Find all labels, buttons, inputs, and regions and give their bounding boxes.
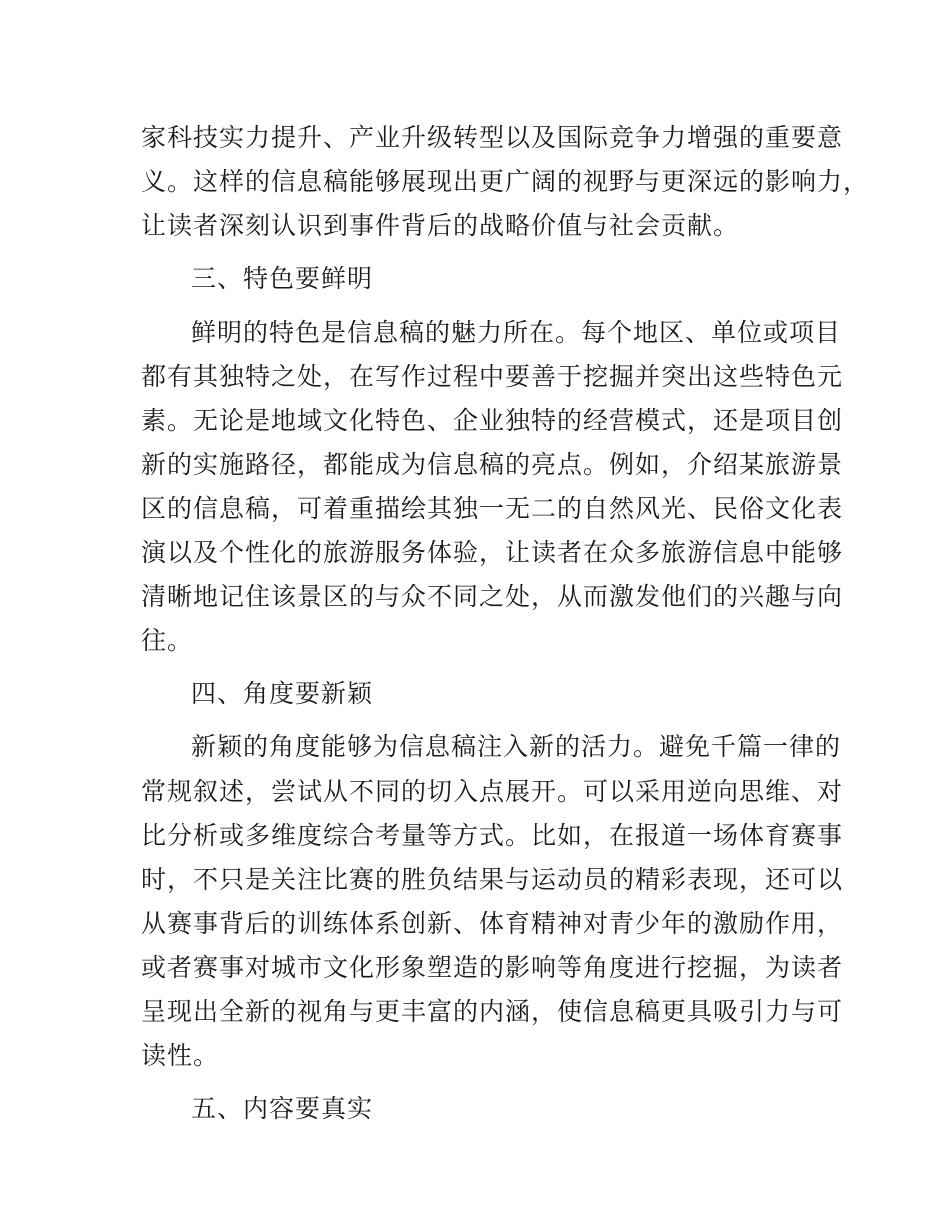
section-heading-3: 三、特色要鲜明 [191, 264, 374, 293]
body-text-line: 往。 [141, 626, 194, 655]
body-text-line: 常规叙述，尝试从不同的切入点展开。可以采用逆向思维、对 [141, 777, 844, 806]
body-text-line: 区的信息稿，可着重描绘其独一无二的自然风光、民俗文化表 [141, 494, 844, 523]
body-text-line: 都有其独特之处，在写作过程中要善于挖掘并突出这些特色元 [141, 362, 844, 391]
body-text-line: 呈现出全新的视角与更丰富的内涵，使信息稿更具吸引力与可 [141, 997, 844, 1026]
body-text-line: 义。这样的信息稿能够展现出更广阔的视野与更深远的影响力， [141, 167, 870, 196]
body-text-line: 时，不只是关注比赛的胜负结果与运动员的精彩表现，还可以 [141, 865, 844, 894]
body-text-line: 新的实施路径，都能成为信息稿的亮点。例如，介绍某旅游景 [141, 450, 844, 479]
body-text-line: 家科技实力提升、产业升级转型以及国际竞争力增强的重要意 [141, 123, 844, 152]
body-text-line: 读性。 [141, 1041, 220, 1070]
section-heading-4: 四、角度要新颖 [191, 679, 374, 708]
body-text-line: 演以及个性化的旅游服务体验，让读者在众多旅游信息中能够 [141, 538, 844, 567]
section-heading-5: 五、内容要真实 [191, 1094, 374, 1123]
body-text-line: 从赛事背后的训练体系创新、体育精神对青少年的激励作用， [141, 909, 844, 938]
body-text-line: 新颖的角度能够为信息稿注入新的活力。避免千篇一律的 [191, 732, 842, 761]
body-text-line: 清晰地记住该景区的与众不同之处，从而激发他们的兴趣与向 [141, 582, 844, 611]
body-text-line: 素。无论是地域文化特色、企业独特的经营模式，还是项目创 [141, 406, 844, 435]
body-text-line: 或者赛事对城市文化形象塑造的影响等角度进行挖掘，为读者 [141, 953, 844, 982]
body-text-line: 鲜明的特色是信息稿的魅力所在。每个地区、单位或项目 [191, 318, 842, 347]
body-text-line: 让读者深刻认识到事件背后的战略价值与社会贡献。 [141, 211, 740, 240]
body-text-line: 比分析或多维度综合考量等方式。比如，在报道一场体育赛事 [141, 821, 844, 850]
